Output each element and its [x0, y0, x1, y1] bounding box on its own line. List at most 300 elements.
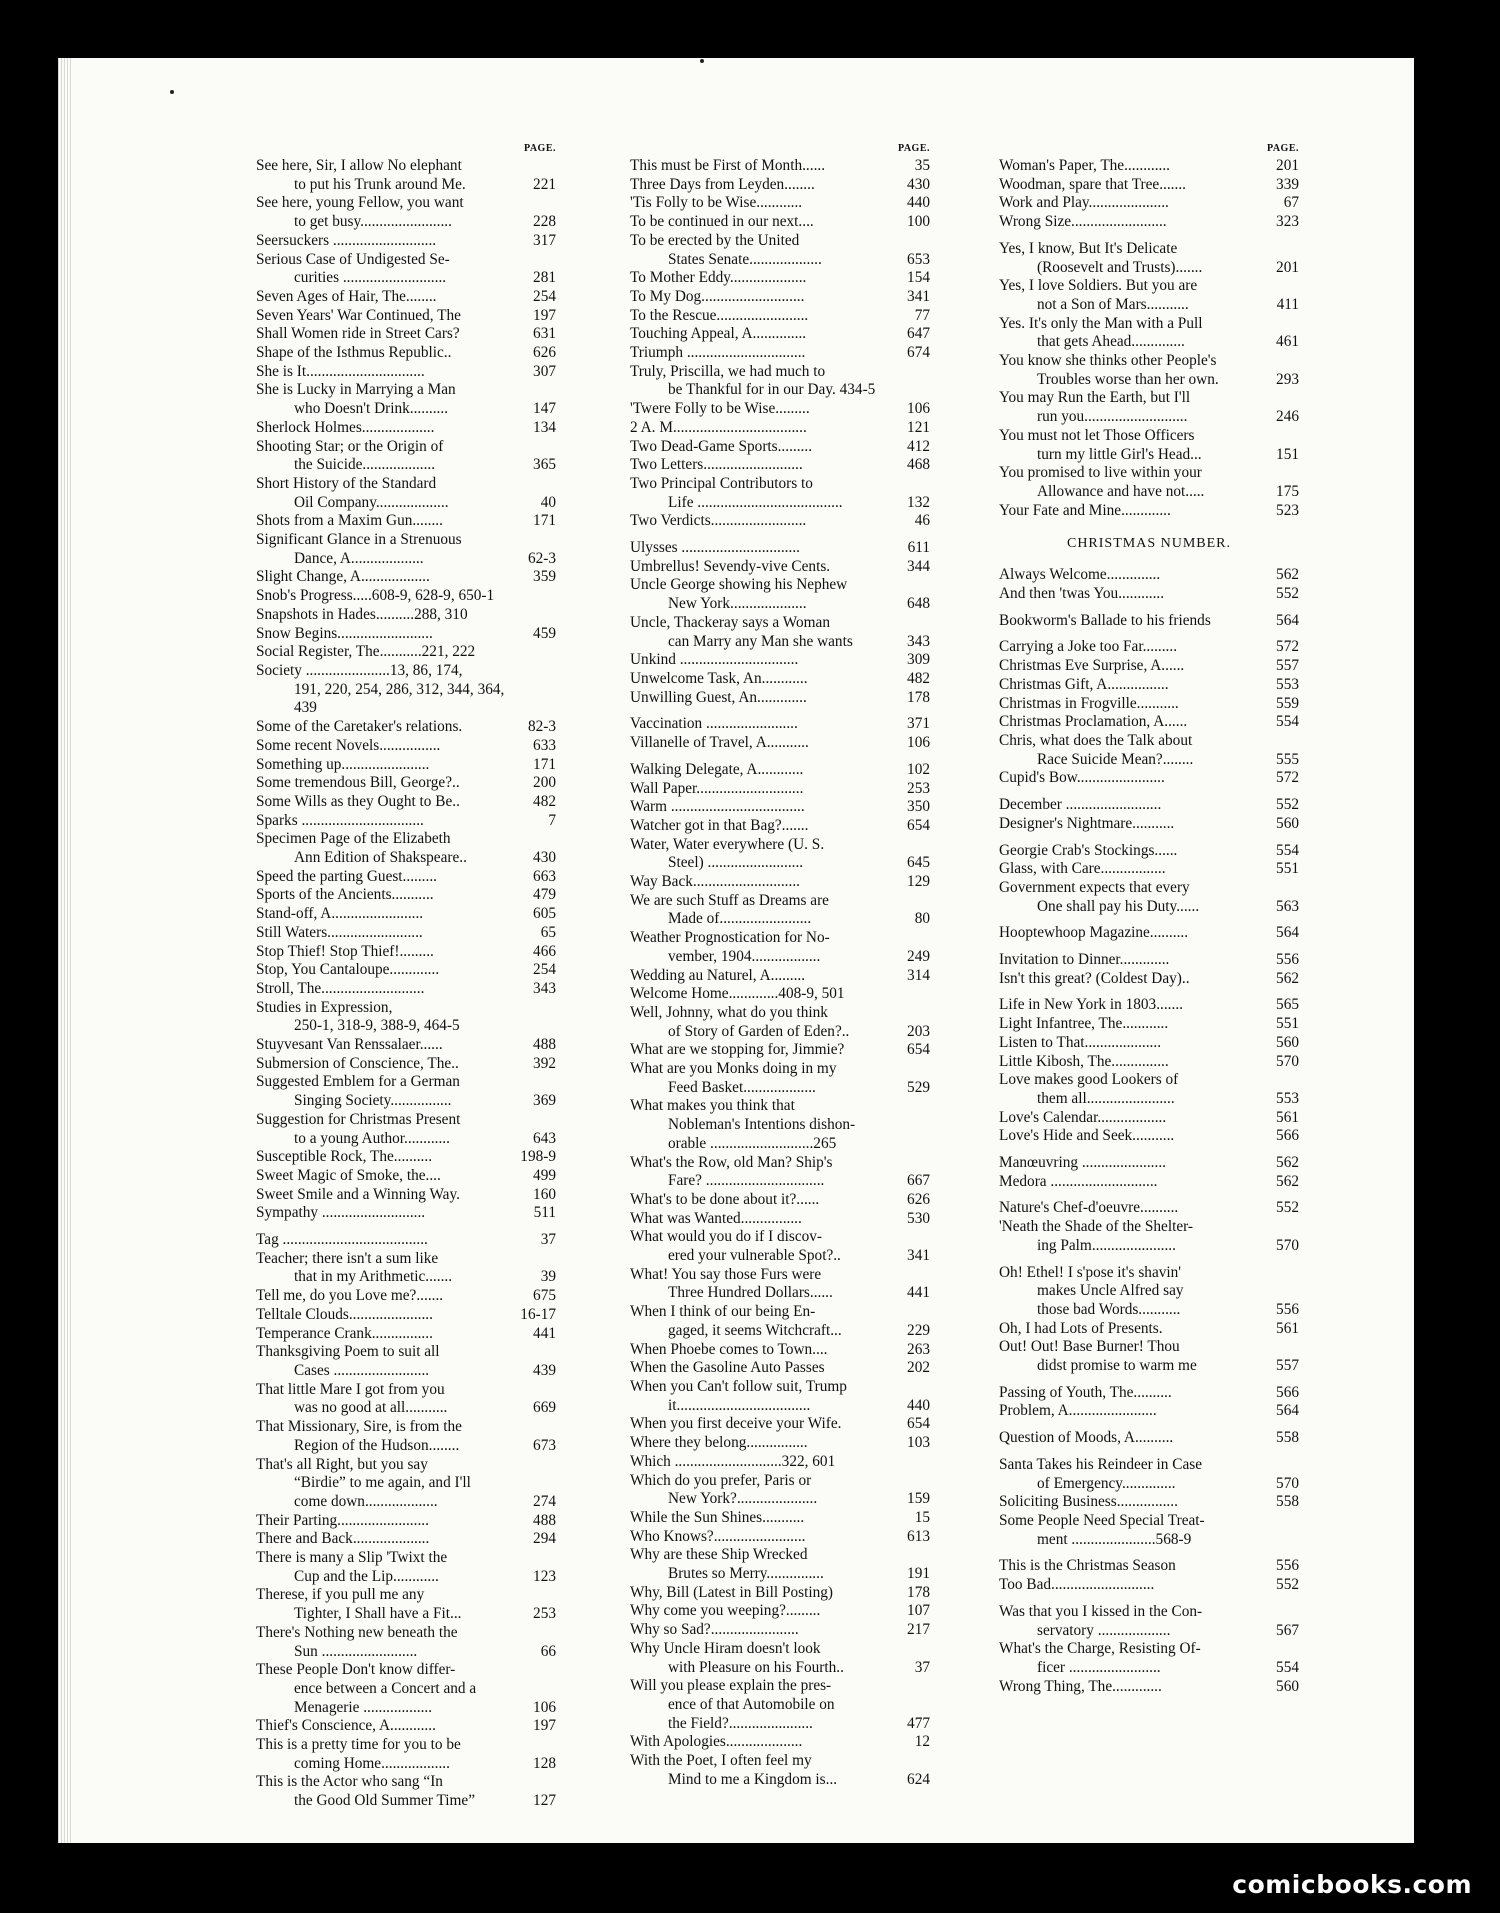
entry-title	[630, 967, 900, 986]
entry-page-number: 563	[1276, 897, 1299, 915]
entry-title-line: Steel) .........................	[668, 854, 804, 872]
entry-title	[256, 1586, 526, 1623]
entry-title-line: Susceptible Rock, The..........	[256, 1148, 433, 1166]
entry-title-line: December .........................	[999, 796, 1162, 814]
entry-page-number: 554	[1276, 713, 1299, 731]
entry-page-number: 523	[1276, 501, 1299, 519]
index-entry	[256, 830, 556, 867]
entry-title	[630, 780, 900, 799]
entry-page-number: 667	[907, 1172, 930, 1190]
entry-title-line: You must not let Those Officers	[999, 426, 1195, 444]
entry-page-number: 323	[1276, 213, 1299, 231]
index-entry	[256, 868, 556, 887]
index-entry	[256, 568, 556, 587]
entry-title-line: What are you Monks doing in my	[630, 1060, 837, 1078]
index-entry	[630, 798, 930, 817]
entry-title-line: 250-1, 318-9, 388-9, 464-5	[294, 1017, 460, 1035]
index-entry	[630, 194, 930, 213]
entry-title	[256, 961, 526, 980]
entry-title-line: That Missionary, Sire, is from the	[256, 1418, 462, 1436]
index-entry	[630, 985, 930, 1004]
index-entry	[630, 1041, 930, 1060]
entry-title-line: You know she thinks other People's	[999, 352, 1217, 370]
entry-title	[999, 1678, 1269, 1697]
entry-title	[630, 1060, 900, 1097]
entry-page-number: 263	[907, 1340, 930, 1358]
entry-title	[630, 157, 900, 176]
index-entry	[630, 558, 930, 577]
entry-page-number: 479	[533, 886, 556, 904]
entry-page-number: 441	[907, 1284, 930, 1302]
entry-title-line: Carrying a Joke too Far.........	[999, 638, 1178, 656]
entry-title	[630, 836, 900, 873]
entry-page-number: 654	[907, 816, 930, 834]
entry-page-number: 626	[533, 344, 556, 362]
entry-title-line: Snob's Progress.....608-9, 628-9, 650-1	[256, 587, 495, 605]
index-entry	[999, 1640, 1299, 1677]
entry-title	[999, 502, 1269, 521]
index-entry	[630, 475, 930, 512]
entry-title-line: Stand-off, A........................	[256, 905, 424, 923]
index-entry	[630, 539, 930, 558]
index-entry	[999, 924, 1299, 943]
entry-title	[999, 1603, 1269, 1640]
entry-title-line: Tag ......................................	[256, 1231, 428, 1249]
entry-title-line: ment ......................568-9	[1037, 1530, 1192, 1548]
entry-title	[630, 1341, 900, 1360]
entry-list	[256, 157, 556, 1811]
entry-page-number: 154	[907, 269, 930, 287]
entry-page-number: 294	[533, 1530, 556, 1548]
entry-title-line: vember, 1904..................	[668, 947, 821, 965]
index-entry	[256, 531, 556, 568]
index-entry	[630, 817, 930, 836]
index-entry	[630, 1752, 930, 1789]
entry-title-line: the Field?......................	[668, 1714, 813, 1732]
entry-page-number: 344	[907, 557, 930, 575]
entry-title-line: Soliciting Business................	[999, 1493, 1178, 1511]
entry-page-number: 66	[540, 1642, 556, 1660]
entry-title	[256, 344, 526, 363]
entry-title-line: Unwilling Guest, An.............	[630, 688, 807, 706]
entry-page-number: 171	[533, 512, 556, 530]
index-entry	[999, 176, 1299, 195]
index-entry	[256, 1773, 556, 1810]
entry-page-number: 633	[533, 736, 556, 754]
entry-title	[630, 456, 900, 475]
entry-title-line: Three Hundred Dollars......	[668, 1284, 833, 1302]
entry-title-line: Fare? ...............................	[668, 1172, 825, 1190]
entry-title-line: Shall Women ride in Street Cars?	[256, 325, 460, 343]
entry-title-line: To My Dog...........................	[630, 287, 805, 305]
entry-title-line: Light Infantree, The............	[999, 1015, 1169, 1033]
entry-title-line: those bad Words...........	[1037, 1300, 1181, 1318]
entry-title	[630, 1546, 900, 1583]
entry-title	[256, 1186, 526, 1205]
index-entry	[999, 566, 1299, 585]
entry-title-line: didst promise to warm me	[1037, 1357, 1197, 1375]
entry-title-line: That little Mare I got from you	[256, 1380, 445, 1398]
entry-title-line: She is Lucky in Marrying a Man	[256, 381, 456, 399]
entry-page-number: 554	[1276, 1658, 1299, 1676]
entry-title	[256, 1736, 526, 1773]
entry-title-line: that in my Arithmetic.......	[294, 1268, 453, 1286]
entry-title-line: Yes, I know, But It's Delicate	[999, 239, 1178, 257]
entry-title-line: Serious Case of Undigested Se-	[256, 250, 450, 268]
index-entry	[630, 325, 930, 344]
entry-page-number: 468	[907, 456, 930, 474]
index-entry	[256, 157, 556, 194]
entry-title-line: Hooptewhoop Magazine..........	[999, 924, 1189, 942]
entry-title-line: that gets Ahead..............	[1037, 333, 1185, 351]
entry-page-number: 198-9	[520, 1148, 556, 1166]
index-entry	[630, 1733, 930, 1752]
entry-title-line: Cases .........................	[294, 1362, 430, 1379]
entry-title	[256, 1250, 526, 1287]
entry-title-line: Troubles worse than her own.	[1037, 370, 1219, 388]
entry-title-line: To be continued in our next....	[630, 213, 814, 231]
index-entry	[999, 157, 1299, 176]
index-entry	[999, 585, 1299, 604]
entry-title	[256, 1418, 526, 1455]
entry-page-number: 560	[1276, 1677, 1299, 1695]
entry-title-line: 'Twere Folly to be Wise.........	[630, 400, 810, 418]
entry-title-line: Your Fate and Mine.............	[999, 501, 1171, 519]
index-entry	[999, 815, 1299, 834]
entry-title	[999, 1071, 1269, 1108]
entry-title	[630, 558, 900, 577]
entry-page-number: 171	[533, 755, 556, 773]
entry-title-line: What! You say those Furs were	[630, 1265, 822, 1283]
index-entry	[256, 251, 556, 288]
entry-title	[630, 1602, 900, 1621]
entry-title-line: Two Letters..........................	[630, 456, 803, 474]
entry-title	[630, 1752, 900, 1789]
entry-title	[999, 1384, 1269, 1403]
entry-title-line: Sun .........................	[294, 1642, 418, 1660]
entry-title	[630, 873, 900, 892]
entry-page-number: 412	[907, 437, 930, 455]
entry-page-number: 339	[1276, 175, 1299, 193]
entry-title	[999, 464, 1269, 501]
index-entry	[256, 905, 556, 924]
entry-title-line: Warm ...................................	[630, 798, 805, 816]
entry-page-number: 254	[533, 961, 556, 979]
entry-title	[630, 1621, 900, 1640]
entry-title	[999, 732, 1269, 769]
index-entry	[256, 1530, 556, 1549]
entry-title	[630, 929, 900, 966]
entry-title	[630, 614, 900, 651]
index-entry	[630, 761, 930, 780]
entry-title-line: What's to be done about it?......	[630, 1190, 820, 1208]
entry-page-number: 281	[533, 269, 556, 287]
entry-page-number: 202	[907, 1359, 930, 1377]
index-entry	[999, 713, 1299, 732]
entry-title-line: There and Back....................	[256, 1530, 430, 1548]
entry-title	[999, 1320, 1269, 1339]
entry-title-line: This is the Actor who sang “In	[256, 1773, 443, 1791]
index-entry	[630, 670, 930, 689]
index-entry	[999, 277, 1299, 314]
entry-page-number: 570	[1276, 1052, 1299, 1070]
entry-page-number: 572	[1276, 638, 1299, 656]
entry-page-number: 561	[1276, 1108, 1299, 1126]
entry-title	[999, 1127, 1269, 1146]
index-entry	[630, 651, 930, 670]
entry-title	[256, 1204, 526, 1223]
entry-title-line: servatory ...................	[1037, 1621, 1171, 1639]
entry-page-number: 217	[907, 1621, 930, 1639]
entry-title-line: Why come you weeping?.........	[630, 1602, 821, 1620]
index-entry	[999, 1456, 1299, 1493]
entry-page-number: 392	[533, 1054, 556, 1072]
index-entry	[256, 1306, 556, 1325]
entry-title	[630, 670, 900, 689]
index-entry	[999, 389, 1299, 426]
entry-page-number: 371	[907, 715, 930, 733]
index-entry	[256, 1381, 556, 1418]
entry-title-line: Singing Society................	[294, 1092, 452, 1110]
entry-title-line: Way Back............................	[630, 873, 800, 891]
index-entry	[256, 344, 556, 363]
entry-page-number: 482	[533, 792, 556, 810]
entry-page-number: 160	[533, 1185, 556, 1203]
entry-title-line: Society ......................13, 86, 174,	[256, 661, 463, 679]
index-column-1	[256, 143, 556, 1811]
entry-title-line: Region of the Hudson........	[294, 1436, 460, 1454]
index-entry	[256, 1073, 556, 1110]
entry-title	[630, 539, 900, 558]
entry-title-line: “Birdie” to me again, and I'll	[294, 1474, 471, 1492]
entry-title-line: Some People Need Special Treat-	[999, 1512, 1205, 1529]
entry-title-line: Sports of the Ancients...........	[256, 886, 434, 904]
entry-title-line: Studies in Expression,	[256, 998, 393, 1016]
entry-title	[999, 695, 1269, 714]
entry-title-line: Passing of Youth, The..........	[999, 1383, 1172, 1401]
entry-title-line: 'Tis Folly to be Wise............	[630, 194, 803, 212]
entry-title-line: Triumph ...............................	[630, 344, 806, 362]
index-entry	[256, 438, 556, 475]
entry-title-line: Christmas Eve Surprise, A......	[999, 657, 1185, 675]
entry-title	[256, 924, 526, 943]
entry-title	[630, 1210, 900, 1229]
entry-title-line: Slight Change, A..................	[256, 568, 430, 586]
entry-title	[256, 1512, 526, 1531]
entry-title-line: Two Principal Contributors to	[630, 474, 813, 492]
entry-title-line: Medora ............................	[999, 1172, 1158, 1190]
index-entry	[630, 1677, 930, 1733]
entry-title-line: Speed the parting Guest.........	[256, 867, 437, 885]
entry-title-line: Listen to That....................	[999, 1033, 1162, 1051]
index-entry	[630, 1004, 930, 1041]
index-entry	[999, 1678, 1299, 1697]
index-entry	[999, 879, 1299, 916]
entry-page-number: 556	[1276, 1557, 1299, 1575]
entry-page-number: 203	[907, 1022, 930, 1040]
index-entry	[630, 157, 930, 176]
entry-title-line: Temperance Crank................	[256, 1324, 433, 1342]
entry-title-line: Was that you I kissed in the Con-	[999, 1602, 1203, 1620]
entry-title	[630, 325, 900, 344]
entry-title	[256, 325, 526, 344]
index-entry	[256, 381, 556, 418]
entry-title-line: gaged, it seems Witchcraft...	[668, 1321, 842, 1339]
entry-page-number: 482	[907, 669, 930, 687]
entry-title	[256, 774, 526, 793]
entry-page-number: 341	[907, 287, 930, 305]
entry-title-line: ence of that Automobile on	[668, 1695, 835, 1713]
index-column-2	[630, 143, 930, 1789]
index-entry	[256, 512, 556, 531]
entry-page-number: 37	[914, 1658, 930, 1676]
entry-page-number: 253	[907, 779, 930, 797]
entry-title-line: Oil Company...................	[294, 493, 449, 511]
entry-title	[256, 1456, 526, 1512]
entry-title	[999, 176, 1269, 195]
entry-page-number: 254	[533, 287, 556, 305]
index-column-3	[999, 143, 1299, 1696]
entry-title-line: What are we stopping for, Jimmie?	[630, 1041, 845, 1059]
page-column-header: PAGE.	[1266, 143, 1299, 154]
entry-title-line: Shots from a Maxim Gun........	[256, 512, 443, 530]
entry-title	[999, 585, 1269, 604]
entry-page-number: 552	[1276, 1199, 1299, 1217]
index-entry	[256, 999, 556, 1036]
entry-title-line: Uncle, Thackeray says a Woman	[630, 613, 830, 631]
entry-title	[999, 1173, 1269, 1192]
entry-page-number: 552	[1276, 1576, 1299, 1594]
entry-title-line: Bookworm's Ballade to his friends	[999, 611, 1211, 629]
entry-title-line: Love makes good Lookers of	[999, 1071, 1179, 1089]
entry-list	[630, 157, 930, 1789]
entry-title-line: Sweet Smile and a Winning Way.	[256, 1185, 460, 1203]
index-entry	[999, 1493, 1299, 1512]
index-entry	[256, 1456, 556, 1512]
entry-title-line: Invitation to Dinner.............	[999, 951, 1170, 969]
entry-title-line: Well, Johnny, what do you think	[630, 1003, 828, 1021]
entry-title-line: One shall pay his Duty......	[1037, 897, 1200, 915]
entry-page-number: 572	[1276, 769, 1299, 787]
index-entry	[256, 1717, 556, 1736]
index-entry	[630, 1621, 930, 1640]
entry-page-number: 62-3	[527, 549, 556, 567]
index-entry	[256, 980, 556, 999]
entry-title-line: She is It...............................	[256, 362, 425, 380]
entry-page-number: 555	[1276, 750, 1299, 768]
entry-title	[999, 1557, 1269, 1576]
entry-title-line: Tighter, I Shall have a Fit...	[294, 1605, 462, 1623]
entry-title-line: Vaccination ........................	[630, 715, 798, 733]
entry-title-line: Designer's Nightmare...........	[999, 814, 1175, 832]
index-entry	[630, 1266, 930, 1303]
index-entry	[999, 352, 1299, 389]
index-entry	[999, 1109, 1299, 1128]
entry-title-line: Feed Basket...................	[668, 1078, 816, 1096]
entry-page-number: 430	[533, 849, 556, 867]
index-entry	[999, 638, 1299, 657]
entry-title-line: What was Wanted................	[630, 1209, 802, 1227]
entry-title-line: Some recent Novels................	[256, 736, 441, 754]
entry-title	[999, 352, 1269, 389]
entry-title	[256, 1148, 516, 1167]
entry-title-line: When the Gasoline Auto Passes	[630, 1359, 825, 1377]
entry-page-number: 441	[533, 1324, 556, 1342]
entry-title	[256, 194, 526, 231]
entry-title-line: Yes. It's only the Man with a Pull	[999, 314, 1203, 332]
entry-title-line: Question of Moods, A..........	[999, 1429, 1174, 1447]
entry-title	[256, 1381, 526, 1418]
entry-title-line: To Mother Eddy....................	[630, 269, 807, 287]
entry-page-number: 178	[907, 688, 930, 706]
entry-title	[630, 438, 900, 457]
index-entry	[630, 1434, 930, 1453]
index-entry	[256, 886, 556, 905]
page-column-header: PAGE.	[523, 143, 556, 154]
entry-page-number: 106	[907, 400, 930, 418]
entry-page-number: 669	[533, 1399, 556, 1417]
entry-page-number: 293	[1276, 370, 1299, 388]
index-entry	[256, 288, 556, 307]
entry-title-line: Wrong Thing, The.............	[999, 1677, 1162, 1695]
entry-title-line: Snapshots in Hades..........288, 310	[256, 605, 468, 623]
entry-page-number: 309	[907, 651, 930, 669]
entry-title-line: Water, Water everywhere (U. S.	[630, 835, 825, 853]
entry-page-number: 477	[907, 1714, 930, 1732]
entry-title-line: Which ............................322, 601	[630, 1452, 836, 1470]
entry-page-number: 107	[907, 1602, 930, 1620]
index-entry	[999, 657, 1299, 676]
entry-title-line: Christmas Gift, A................	[999, 675, 1169, 693]
index-entry	[630, 400, 930, 419]
entry-page-number: 562	[1276, 969, 1299, 987]
index-entry	[256, 1343, 556, 1380]
entry-title	[999, 1640, 1269, 1677]
index-entry	[630, 1191, 930, 1210]
entry-title-line: Something up.......................	[256, 755, 430, 773]
entry-page-number: 551	[1276, 860, 1299, 878]
index-entry	[256, 961, 556, 980]
index-entry	[256, 756, 556, 775]
entry-page-number: 191	[907, 1565, 930, 1583]
entry-page-number: 175	[1276, 482, 1299, 500]
entry-title	[256, 512, 526, 531]
entry-title-line: Cupid's Bow.......................	[999, 769, 1165, 787]
index-entry	[256, 419, 556, 438]
entry-title-line: Love's Calendar..................	[999, 1108, 1167, 1126]
entry-title-line: Christmas Proclamation, A......	[999, 713, 1188, 731]
index-entry	[256, 924, 556, 943]
index-entry	[999, 695, 1299, 714]
index-entry	[256, 606, 556, 625]
entry-title-line: With the Poet, I often feel my	[630, 1752, 812, 1770]
entry-page-number: 459	[533, 624, 556, 642]
index-entry	[999, 1429, 1299, 1448]
entry-title-line: You may Run the Earth, but I'll	[999, 389, 1191, 407]
entry-title	[999, 1218, 1269, 1255]
entry-title	[630, 1041, 900, 1060]
entry-page-number: 645	[907, 854, 930, 872]
entry-title	[999, 879, 1269, 916]
entry-title	[999, 996, 1269, 1015]
entry-title	[256, 438, 526, 475]
entry-title-line: not a Son of Mars...........	[1037, 295, 1189, 313]
entry-title-line: was no good at all...........	[294, 1399, 448, 1417]
entry-title-line: 'Neath the Shade of the Shelter-	[999, 1218, 1194, 1236]
index-entry	[999, 1015, 1299, 1034]
entry-title-line: When you Can't follow suit, Trump	[630, 1378, 847, 1395]
entry-title	[630, 817, 900, 836]
